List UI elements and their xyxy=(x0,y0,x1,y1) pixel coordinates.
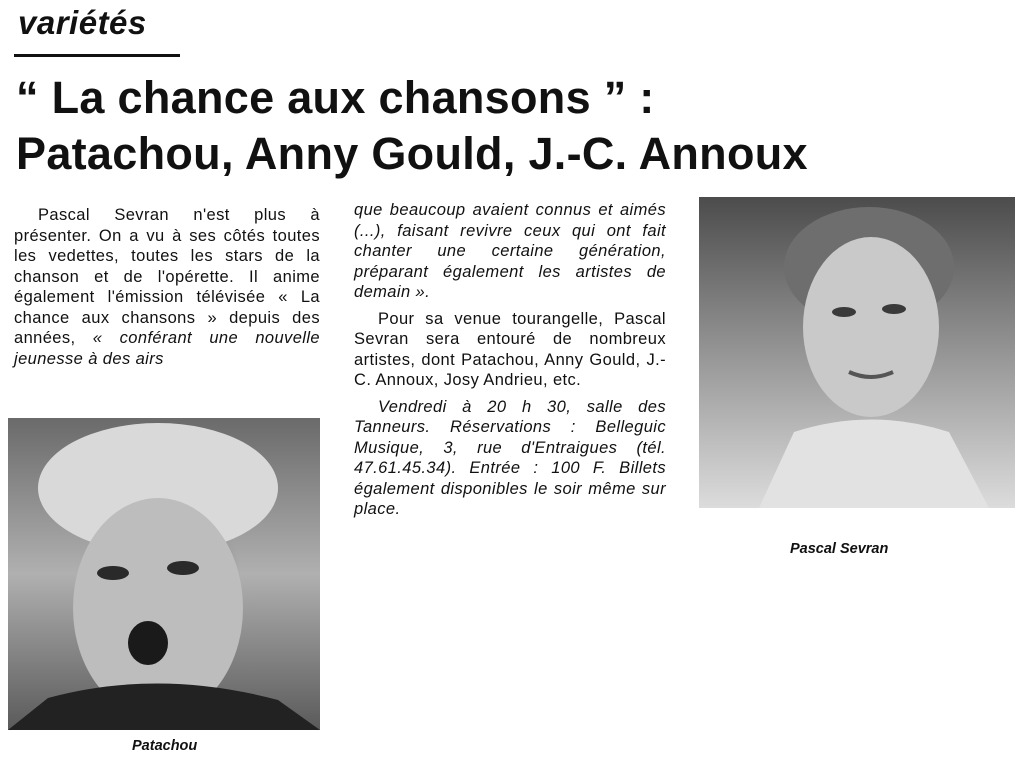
photo-patachou xyxy=(8,418,320,730)
photo-pascal-sevran xyxy=(699,197,1015,508)
article-column-1 xyxy=(14,205,320,369)
intro-quote: « conférant une nouvelle jeunesse à des airs xyxy=(14,329,320,368)
section-underline xyxy=(14,54,180,57)
caption-patachou: Patachou xyxy=(132,738,198,754)
intro-text: Pascal Sevran n'est plus à présenter. On a vu à ses côtés toutes les vedettes, toutes les stars de la chanson et de l'opérette. Il anime également l'émission télévisée « La chance aux chansons » depuis des années, xyxy=(14,206,320,347)
portrait-illustration xyxy=(699,197,1015,508)
portrait-illustration xyxy=(8,418,320,730)
paragraph-quote-continued: que beaucoup avaient connus et aimés (...), faisant revivre ceux qui ont fait chanter une certaine génération, préparant également les artistes de demain ». xyxy=(354,201,666,301)
paragraph-practical-info: Vendredi à 20 h 30, salle des Tanneurs. Réservations : Belleguic Musique, 3, rue d'Entraigues (tél. 47.61.45.34). Entrée : 100 F. Billets également disponibles le soir même sur place. xyxy=(354,397,666,518)
headline-line-2: Patachou, Anny Gould, J.-C. Annoux xyxy=(16,128,808,179)
article-column-2 xyxy=(354,200,666,520)
paragraph-intro xyxy=(14,205,320,369)
section-label: variétés xyxy=(18,4,147,41)
caption-pascal-sevran: Pascal Sevran xyxy=(790,541,889,557)
headline-line-1: “ La chance aux chansons ” : xyxy=(16,72,655,123)
paragraph-artists: Pour sa venue tourangelle, Pascal Sevran sera entouré de nombreux artistes, dont Patachou, Anny Gould, J.-C. Annoux, Josy Andrieu, etc. xyxy=(354,309,666,389)
